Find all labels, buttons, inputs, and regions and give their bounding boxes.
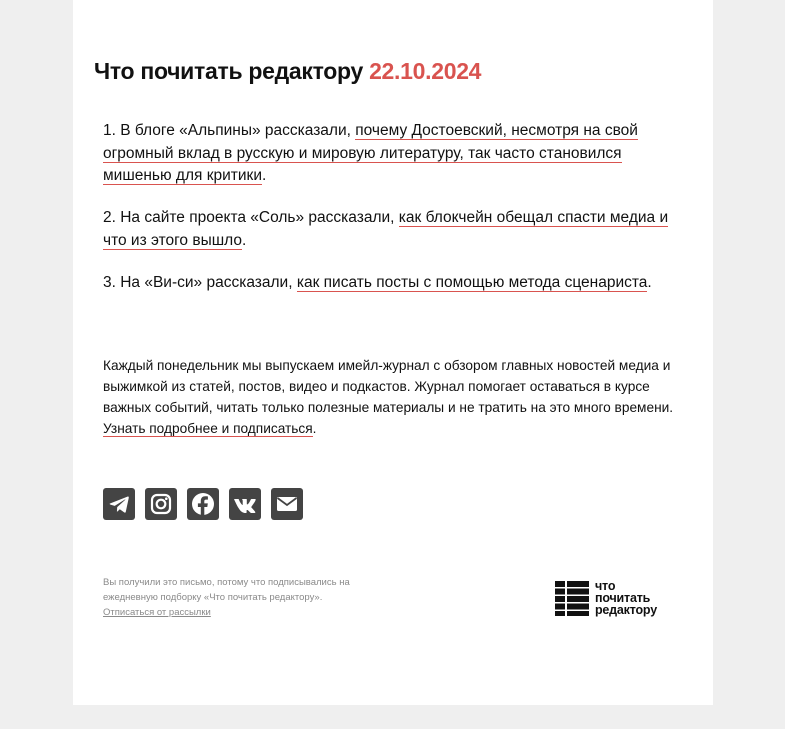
email-card	[73, 0, 713, 705]
logo-bars-icon	[555, 580, 589, 616]
about-paragraph	[103, 355, 688, 439]
vk-icon[interactable]	[229, 488, 261, 520]
legal-text: Вы получили это письмо, потому что подписывались на ежедневную подборку «Что почитать редактору».	[103, 577, 350, 603]
page-title	[94, 58, 481, 85]
legal-note	[103, 575, 393, 620]
title-text: Что почитать редактору	[94, 58, 363, 84]
brand-logo[interactable]	[555, 578, 685, 618]
social-links	[103, 488, 303, 520]
about-text: Каждый понедельник мы выпускаем имейл-журнал с обзором главных новостей медиа и выжимкой из статей, постов, видео и подкастов. Журнал помогает оставаться в курсе важных событий, читать только полезные материалы и не тратить на это много времени.	[103, 358, 674, 415]
article-link-blockchain[interactable]: как блокчейн обещал спасти медиа и что из этого вышло	[103, 209, 669, 249]
item-suffix: .	[261, 167, 267, 184]
item-prefix: 2. На сайте проекта «Соль» рассказали,	[103, 209, 399, 226]
telegram-icon[interactable]	[103, 488, 135, 520]
item-suffix: .	[242, 231, 247, 249]
instagram-icon[interactable]	[145, 488, 177, 520]
about-suffix: .	[312, 421, 317, 436]
logo-line: почитать	[595, 591, 651, 605]
article-link-screenwriter[interactable]: как писать посты с помощью метода сценариста	[296, 273, 648, 291]
article-list	[103, 120, 688, 314]
list-item	[103, 272, 688, 295]
item-prefix: 1. В блоге «Альпины» рассказали,	[103, 122, 356, 139]
list-item	[103, 207, 688, 252]
logo-text	[595, 580, 657, 616]
email-icon[interactable]	[271, 488, 303, 520]
item-suffix: .	[647, 273, 652, 291]
logo-line: что	[595, 579, 616, 593]
issue-date: 22.10.2024	[369, 58, 482, 84]
article-link-dostoevsky[interactable]: почему Достоевский, несмотря на свой огромный вклад в русскую и мировую литературу, так часто становился мишенью для критики	[103, 122, 638, 184]
unsubscribe-link[interactable]: Отписаться от рассылки	[103, 607, 211, 618]
item-prefix: 3. На «Ви-си» рассказали,	[103, 273, 297, 291]
subscribe-link[interactable]: Узнать подробнее и подписаться	[103, 421, 313, 436]
list-item	[103, 120, 688, 188]
facebook-icon[interactable]	[187, 488, 219, 520]
logo-line: редактору	[595, 603, 657, 617]
